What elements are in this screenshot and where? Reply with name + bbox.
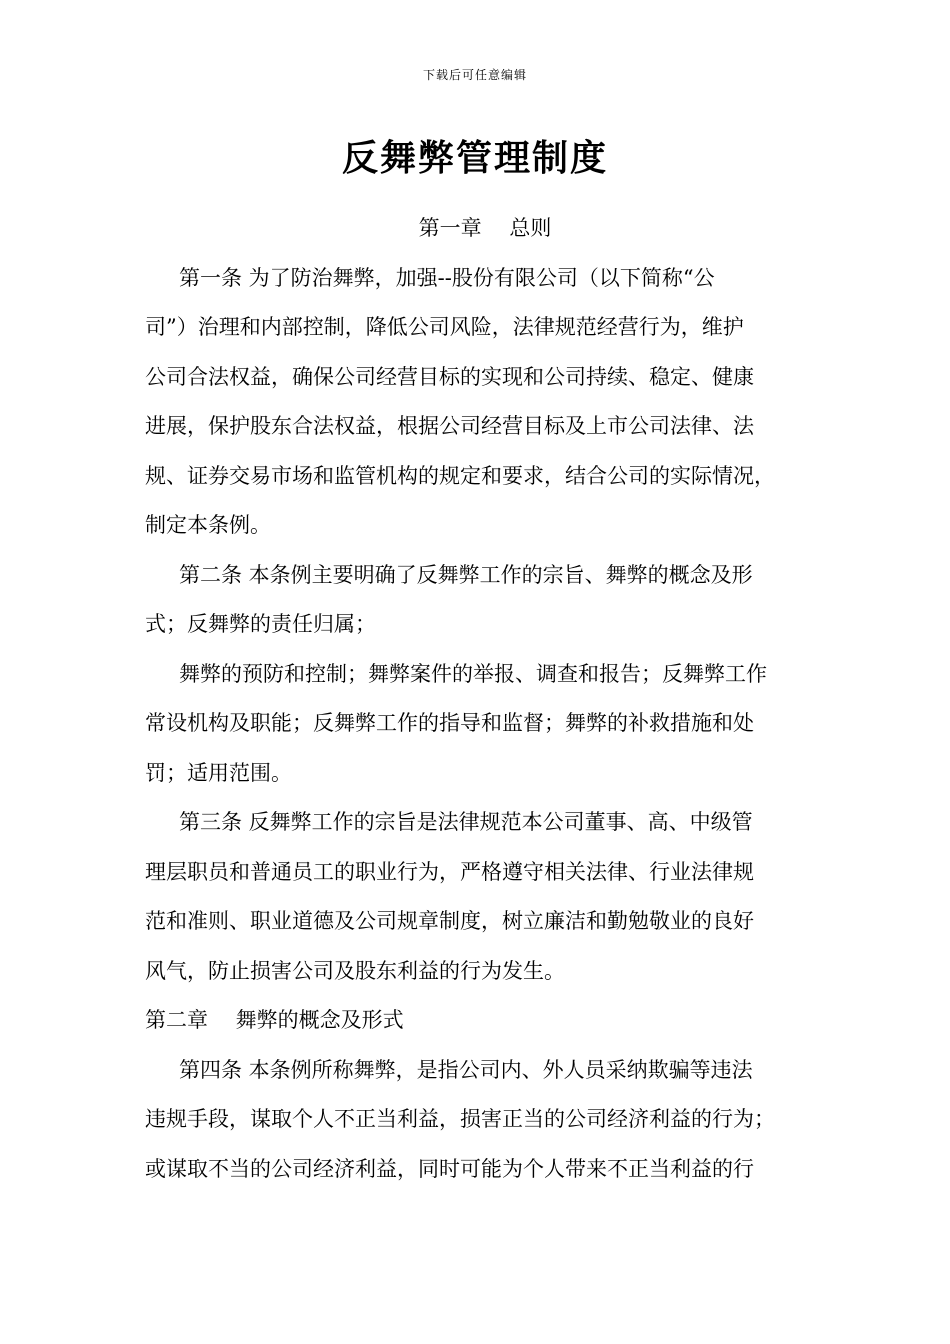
article-4-line: 第四条 本条例所称舞弊，是指公司内、外人员采纳欺骗等违法	[179, 1057, 753, 1082]
header-note: 下载后可任意编辑	[422, 68, 527, 82]
article-2-line: 舞弊的预防和控制；舞弊案件的举报、调查和报告；反舞弊工作	[179, 661, 767, 686]
document-body	[145, 204, 825, 1194]
chapter-heading-1: 第一章 总则	[418, 216, 552, 240]
article-1-line: 公司合法权益，确保公司经营目标的实现和公司持续、稳定、健康	[145, 364, 754, 389]
article-1-line: 进展，保护股东合法权益，根据公司经营目标及上市公司法律、法	[145, 414, 754, 438]
article-3-line: 风气，防止损害公司及股东利益的行为发生。	[145, 958, 565, 983]
article-1-line: 第一条 为了防治舞弊，加强--股份有限公司（以下简称“公	[179, 265, 715, 290]
document-title: 反舞弊管理制度	[341, 137, 608, 179]
article-1-line: 制定本条例。	[145, 513, 271, 537]
chapter-heading-2: 第二章 舞弊的概念及形式	[145, 1008, 404, 1032]
article-2-line: 式；反舞弊的责任归属；	[145, 612, 376, 636]
article-4-line: 或谋取不当的公司经济利益，同时可能为个人带来不正当利益的行	[145, 1156, 754, 1181]
article-3-line: 范和准则、职业道德及公司规章制度，树立廉洁和勤勉敬业的良好	[145, 909, 754, 933]
article-1-line: 司”）治理和内部控制，降低公司风险，法律规范经营行为，维护	[145, 315, 744, 339]
article-3-line: 理层职员和普通员工的职业行为，严格遵守相关法律、行业法律规	[145, 859, 754, 884]
article-4-line: 违规手段，谋取个人不正当利益，损害正当的公司经济利益的行为；	[145, 1107, 775, 1131]
article-3-line: 第三条 反舞弊工作的宗旨是法律规范本公司董事、高、中级管	[179, 810, 753, 834]
article-1-line: 规、证券交易市场和监管机构的规定和要求，结合公司的实际情况，	[145, 463, 775, 488]
article-2-line: 第二条 本条例主要明确了反舞弊工作的宗旨、舞弊的概念及形	[179, 562, 753, 587]
article-2-line: 罚；适用范围。	[145, 760, 292, 785]
article-2-line: 常设机构及职能；反舞弊工作的指导和监督；舞弊的补救措施和处	[145, 711, 754, 735]
